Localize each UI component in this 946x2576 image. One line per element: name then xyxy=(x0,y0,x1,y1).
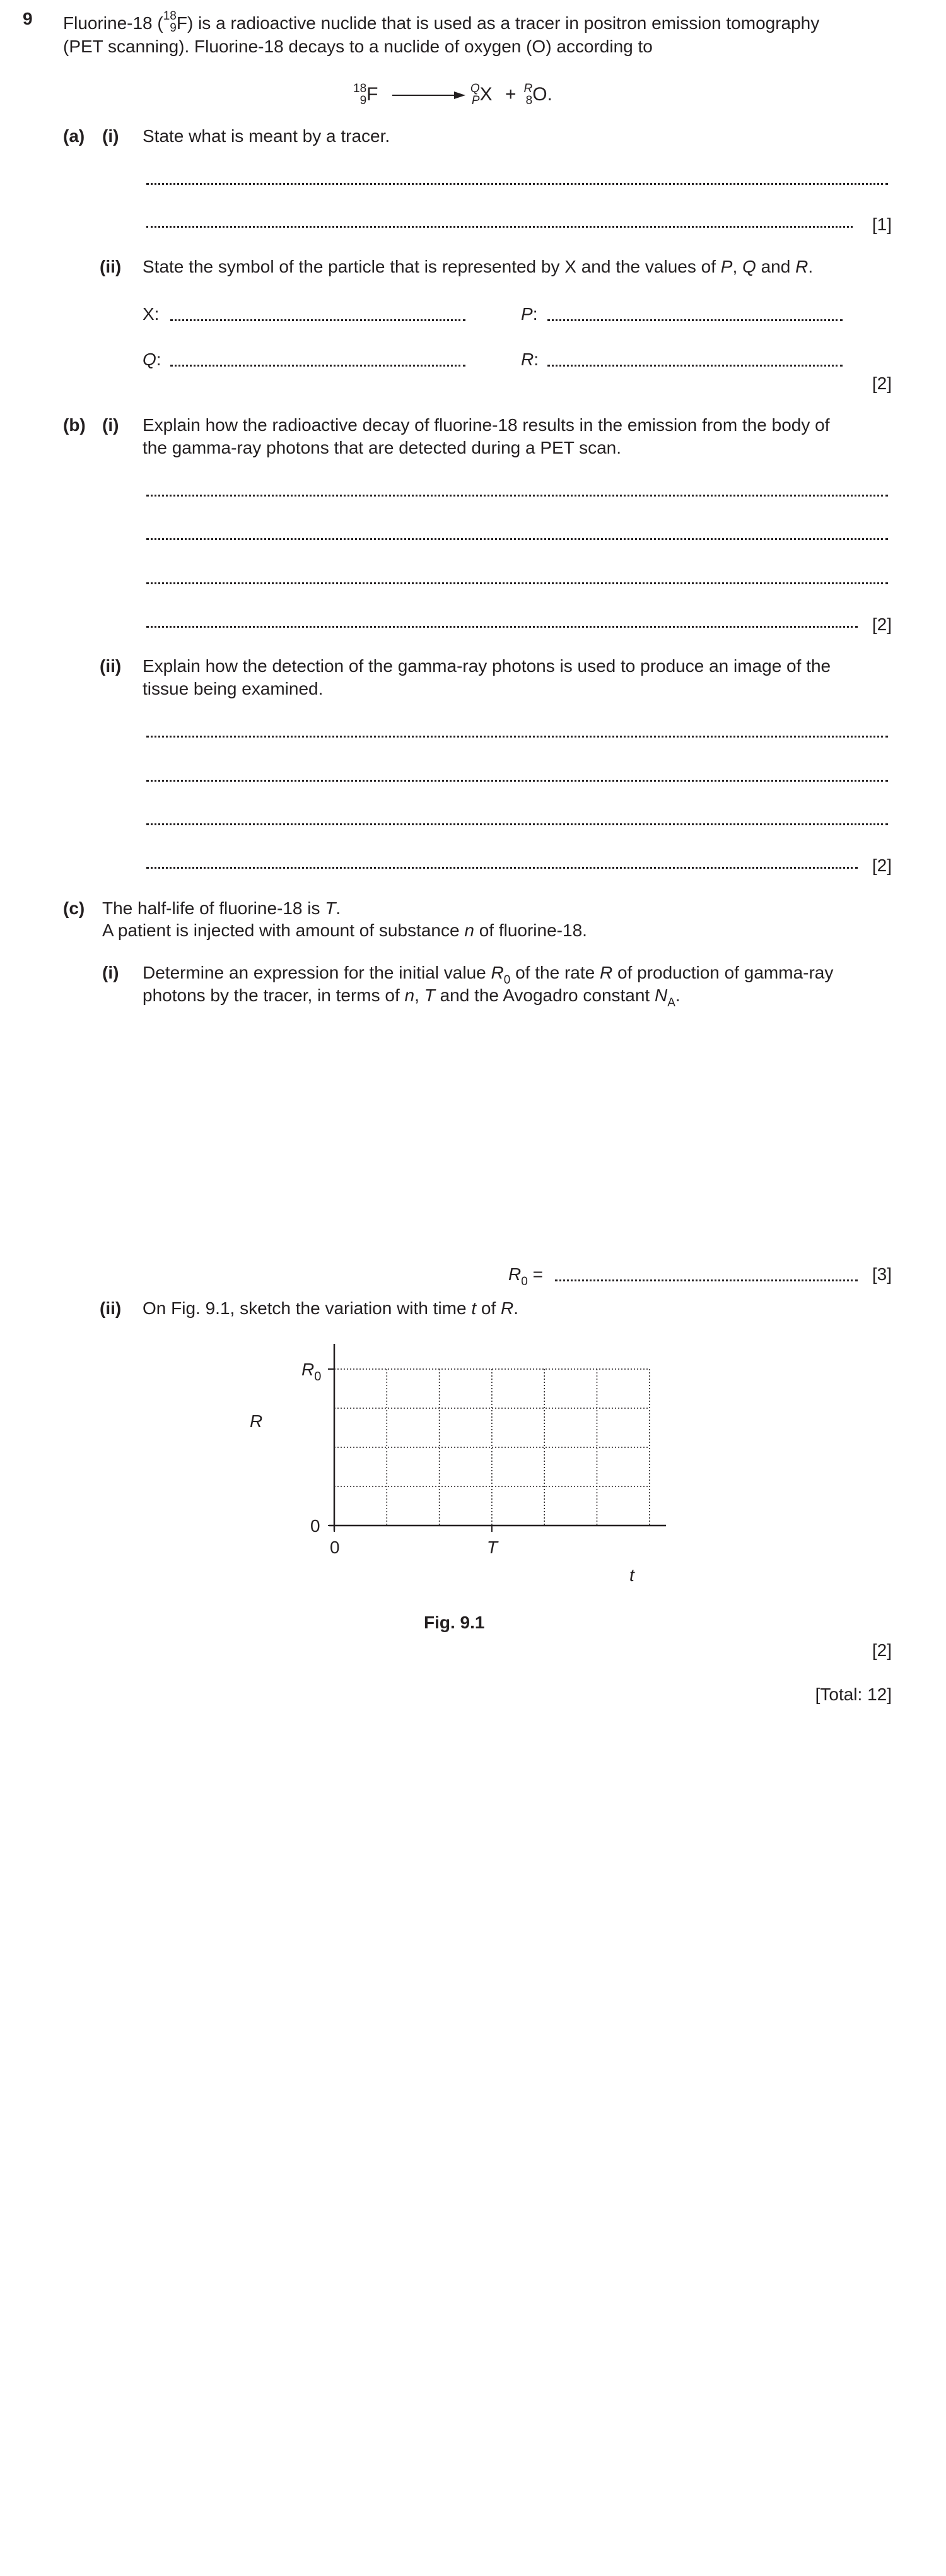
field-p-label: P: xyxy=(521,304,538,324)
marks-b-ii: [2] xyxy=(872,856,892,875)
part-c-ii-question: On Fig. 9.1, sketch the variation with time t of R. xyxy=(143,1298,519,1318)
total-marks: [Total: 12] xyxy=(815,1685,892,1704)
plus-sign: + xyxy=(505,84,517,105)
answer-line[interactable] xyxy=(146,226,853,228)
answer-line[interactable] xyxy=(146,582,888,584)
marks-a-i: [1] xyxy=(872,215,892,234)
y-axis-label: R xyxy=(250,1411,263,1431)
part-a-i-question: State what is meant by a tracer. xyxy=(143,126,390,146)
answer-r0-label: $R_0$ = xyxy=(508,1264,543,1288)
answer-line[interactable] xyxy=(146,736,888,738)
answer-r0-input[interactable] xyxy=(555,1279,858,1281)
marks-b-i: [2] xyxy=(872,615,892,634)
part-b-ii-label: (ii) xyxy=(100,656,122,676)
field-q-input[interactable] xyxy=(170,365,465,367)
part-c-ii-label: (ii) xyxy=(100,1298,122,1318)
decay-equation xyxy=(353,79,552,106)
graph-grid xyxy=(334,1369,650,1526)
fig-9-1-graph[interactable] xyxy=(0,1325,946,1596)
field-x-input[interactable] xyxy=(170,319,465,321)
part-b-ii-question-line-2: tissue being examined. xyxy=(143,679,324,698)
emitted-particle: Q P X xyxy=(470,82,493,107)
part-b-i-question-line-1: Explain how the radioactive decay of fluorine-18 results in the emission from the body of xyxy=(143,415,830,435)
marks-c-ii: [2] xyxy=(872,1640,892,1660)
answer-line[interactable] xyxy=(146,183,888,185)
field-r-label: R: xyxy=(521,350,539,369)
part-a-label: (a) xyxy=(63,126,85,146)
part-b-i-label: (i) xyxy=(102,415,119,435)
marks-a-ii: [2] xyxy=(872,373,892,393)
answer-line[interactable] xyxy=(146,780,888,782)
field-q-label: Q: xyxy=(143,350,161,369)
part-a-i-label: (i) xyxy=(102,126,119,146)
part-b-ii-question-line-1: Explain how the detection of the gamma-ray photons is used to produce an image of the xyxy=(143,656,831,676)
marks-c-i: [3] xyxy=(872,1264,892,1284)
part-c-i-question-line-2: photons by the tracer, in terms of n, T and the Avogadro constant $N_A$. xyxy=(143,985,680,1009)
x-axis-label: t xyxy=(629,1565,634,1585)
part-a-ii-question: State the symbol of the particle that is represented by X and the values of P, Q and R. xyxy=(143,257,814,276)
part-c-i-question-line-1: Determine an expression for the initial value $R_0$ of the rate R of production of gamma-ray xyxy=(143,963,834,987)
reaction-arrow-icon xyxy=(392,89,465,102)
figure-caption: Fig. 9.1 xyxy=(424,1613,485,1632)
field-p-input[interactable] xyxy=(547,319,843,321)
field-r-input[interactable] xyxy=(547,365,843,367)
answer-line[interactable] xyxy=(146,626,858,628)
part-b-label: (b) xyxy=(63,415,86,435)
part-c-label: (c) xyxy=(63,898,85,918)
daughter-nuclide: R 8 O. xyxy=(523,82,552,107)
part-a-ii-label: (ii) xyxy=(100,257,122,276)
part-b-i-question-line-2: the gamma-ray photons that are detected during a PET scan. xyxy=(143,438,622,457)
answer-line[interactable] xyxy=(146,538,888,540)
y-tick-label-0: 0 xyxy=(310,1516,320,1536)
graph-axes xyxy=(328,1344,666,1532)
part-c-stem-line-1: The half-life of fluorine-18 is T. xyxy=(102,898,341,918)
x-tick-label-t: T xyxy=(486,1538,498,1557)
intro-line-1: Fluorine-18 ( 18 9 F) is a radioactive nuclide that is used as a tracer in positron emission tomography xyxy=(63,9,820,35)
x-tick-label-0: 0 xyxy=(330,1538,340,1557)
answer-line[interactable] xyxy=(146,495,888,497)
answer-line[interactable] xyxy=(146,867,858,869)
intro-line-2: (PET scanning). Fluorine-18 decays to a nuclide of oxygen (O) according to xyxy=(63,37,653,56)
parent-nuclide: 18 9 F xyxy=(353,82,378,107)
y-tick-label-r0: $R_0$ xyxy=(301,1360,322,1384)
field-x-label: X: xyxy=(143,304,160,324)
question-number: 9 xyxy=(23,9,33,28)
answer-line[interactable] xyxy=(146,823,888,825)
part-c-i-label: (i) xyxy=(102,963,119,982)
part-c-stem-line-2: A patient is injected with amount of substance n of fluorine-18. xyxy=(102,920,587,940)
